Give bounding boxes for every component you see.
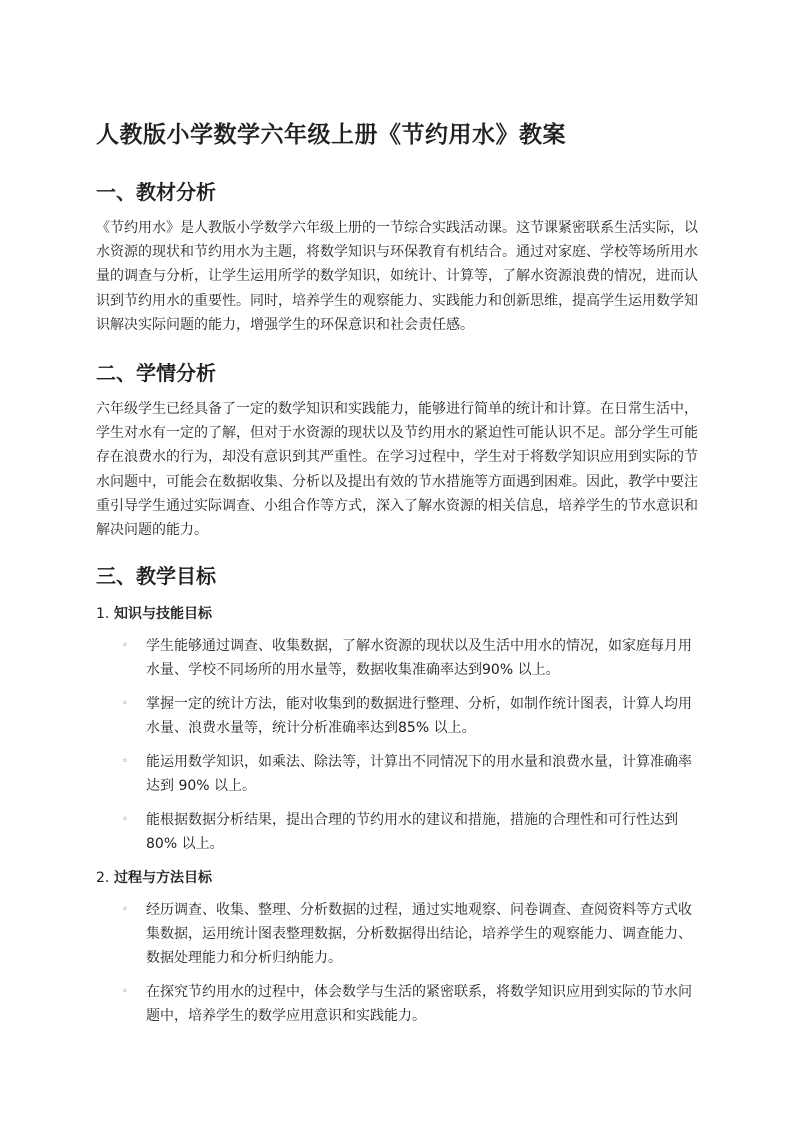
goal-bullets	[96, 898, 698, 1028]
goals-list	[96, 602, 698, 1028]
list-item-text: 掌握一定的统计方法，能对收集到的数据进行整理、分析，如制作统计图表，计算人均用水量、浪费水量等，统计分析准确率达到85% 以上。	[146, 696, 692, 737]
section-heading: 三、教学目标	[96, 564, 216, 589]
list-item	[122, 898, 698, 970]
section-heading: 二、学情分析	[96, 361, 216, 386]
list-item	[122, 750, 698, 798]
list-item	[122, 808, 698, 856]
bullet-icon: ◦	[122, 756, 128, 768]
goal-group	[96, 602, 698, 856]
list-item	[122, 980, 698, 1028]
goal-bullets	[96, 634, 698, 856]
goal-group	[96, 866, 698, 1028]
list-number: 1.	[96, 606, 110, 623]
bullet-icon: ◦	[122, 904, 128, 916]
section-heading: 一、教材分析	[96, 180, 216, 204]
list-number: 2.	[96, 870, 110, 887]
list-item-text: 能运用数学知识，如乘法、除法等，计算出不同情况下的用水量和浪费水量，计算准确率达到 90% 以上。	[146, 754, 692, 795]
list-item	[122, 692, 698, 740]
section-teaching-goals	[96, 562, 698, 1028]
list-item-text: 能根据数据分析结果，提出合理的节约用水的建议和措施，措施的合理性和可行性达到 80% 以上。	[146, 812, 678, 853]
goal-group-header	[96, 602, 698, 626]
list-item-text: 学生能够通过调查、收集数据，了解水资源的现状以及生活中用水的情况，如家庭每月用水量、学校不同场所的用水量等，数据收集准确率达到90% 以上。	[146, 638, 692, 679]
bullet-icon: ◦	[122, 986, 128, 998]
bullet-icon: ◦	[122, 640, 128, 652]
list-item	[122, 634, 698, 682]
bullet-icon: ◦	[122, 698, 128, 710]
section-paragraph: 《节约用水》是人教版小学数学六年级上册的一节综合实践活动课。这节课紧密联系生活实际，以水资源的现状和节约用水为主题，将数学知识与环保教育有机结合。通过对家庭、学校等场所用水量的调查与分析，让学生运用所学的数学知识，如统计、计算等，了解水资源浪费的情况，进而认识到节约用水的重要性。同时，培养学生的观察能力、实践能力和创新思维，提高学生运用数学知识解决实际问题的能力，增强学生的环保意识和社会责任感。	[96, 220, 698, 333]
goal-group-label: 过程与方法目标	[114, 870, 212, 887]
section-material-analysis	[96, 178, 698, 337]
document-title: 人教版小学数学六年级上册《节约用水》教案	[96, 122, 566, 148]
goal-group-label: 知识与技能目标	[114, 606, 212, 623]
list-item-text: 在探究节约用水的过程中，体会数学与生活的紧密联系，将数学知识应用到实际的节水问题中，培养学生的数学应用意识和实践能力。	[146, 984, 692, 1025]
goal-group-header	[96, 866, 698, 890]
section-learner-analysis	[96, 359, 698, 542]
section-paragraph: 六年级学生已经具备了一定的数学知识和实践能力，能够进行简单的统计和计算。在日常生活中，学生对水有一定的了解，但对于水资源的现状以及节约用水的紧迫性可能认识不足。部分学生可能存在浪费水的行为，却没有意识到其严重性。在学习过程中，学生对于将数学知识应用到实际的节水问题中，可能会在数据收集、分析以及提出有效的节水措施等方面遇到困难。因此，教学中要注重引导学生通过实际调查、小组合作等方式，深入了解水资源的相关信息，培养学生的节水意识和解决问题的能力。	[96, 401, 698, 539]
list-item-text: 经历调查、收集、整理、分析数据的过程，通过实地观察、问卷调查、查阅资料等方式收集数据，运用统计图表整理数据，分析数据得出结论，培养学生的观察能力、调查能力、数据处理能力和分析归纳能力。	[146, 902, 692, 967]
bullet-icon: ◦	[122, 814, 128, 826]
